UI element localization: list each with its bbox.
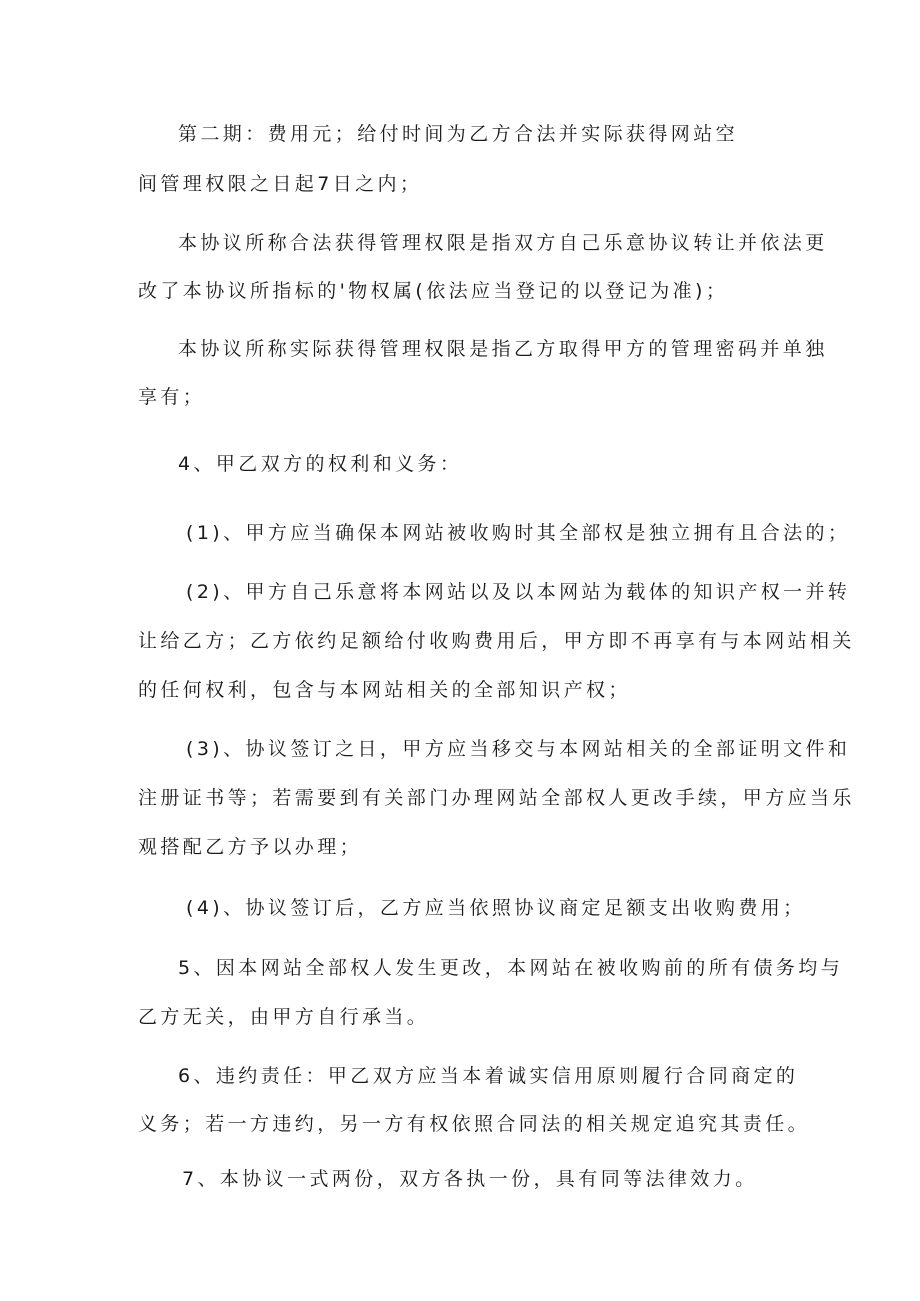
period-two-line-1: 第二期：费用元；给付时间为乙方合法并实际获得网站空 [178, 123, 739, 145]
clause-4-2-line-1: (2)、甲方自己乐意将本网站以及以本网站为载体的知识产权一并转 [186, 581, 851, 603]
period-two-line-2: 间管理权限之日起7日之内； [138, 173, 423, 195]
clause-4-3-line-3: 观搭配乙方予以办理； [138, 836, 363, 858]
clause-4-1-line-1: (1)、甲方应当确保本网站被收购时其全部权是独立拥有且合法的； [186, 522, 851, 544]
clause-4-2-line-2: 让给乙方；乙方依约足额给付收购费用后，甲方即不再享有与本网站相关 [138, 630, 855, 652]
clause-5-line-1: 5、因本网站全部权人发生更改，本网站在被收购前的所有债务均与 [178, 957, 844, 979]
clause-7-line-1: 7、本协议一式两份，双方各执一份，具有同等法律效力。 [182, 1168, 758, 1190]
clause-4-3-line-1: (3)、协议签订之日，甲方应当移交与本网站相关的全部证明文件和 [186, 738, 851, 760]
actual-rights-def-line-2: 享有； [138, 386, 206, 408]
clause-4-4-line-1: (4)、协议签订后，乙方应当依照协议商定足额支出收购费用； [186, 897, 806, 919]
clause-4-3-line-2: 注册证书等；若需要到有关部门办理网站全部权人更改手续，甲方应当乐 [138, 787, 855, 809]
clause-5-line-2: 乙方无关，由甲方自行承当。 [138, 1006, 430, 1028]
clause-4-2-line-3: 的任何权利，包含与本网站相关的全部知识产权； [138, 679, 631, 701]
legal-rights-def-line-2: 改了本协议所指标的'物权属(依法应当登记的以登记为准)； [138, 280, 729, 302]
legal-rights-def-line-1: 本协议所称合法获得管理权限是指双方自己乐意协议转让并依法更 [178, 232, 828, 254]
clause-4-heading: 4、甲乙双方的权利和义务： [178, 453, 463, 475]
actual-rights-def-line-1: 本协议所称实际获得管理权限是指乙方取得甲方的管理密码并单独 [178, 338, 828, 360]
clause-6-line-1: 6、违约责任：甲乙双方应当本着诚实信用原则履行合同商定的 [178, 1065, 799, 1087]
clause-6-line-2: 义务；若一方违约，另一方有权依照合同法的相关规定追究其责任。 [138, 1113, 811, 1135]
